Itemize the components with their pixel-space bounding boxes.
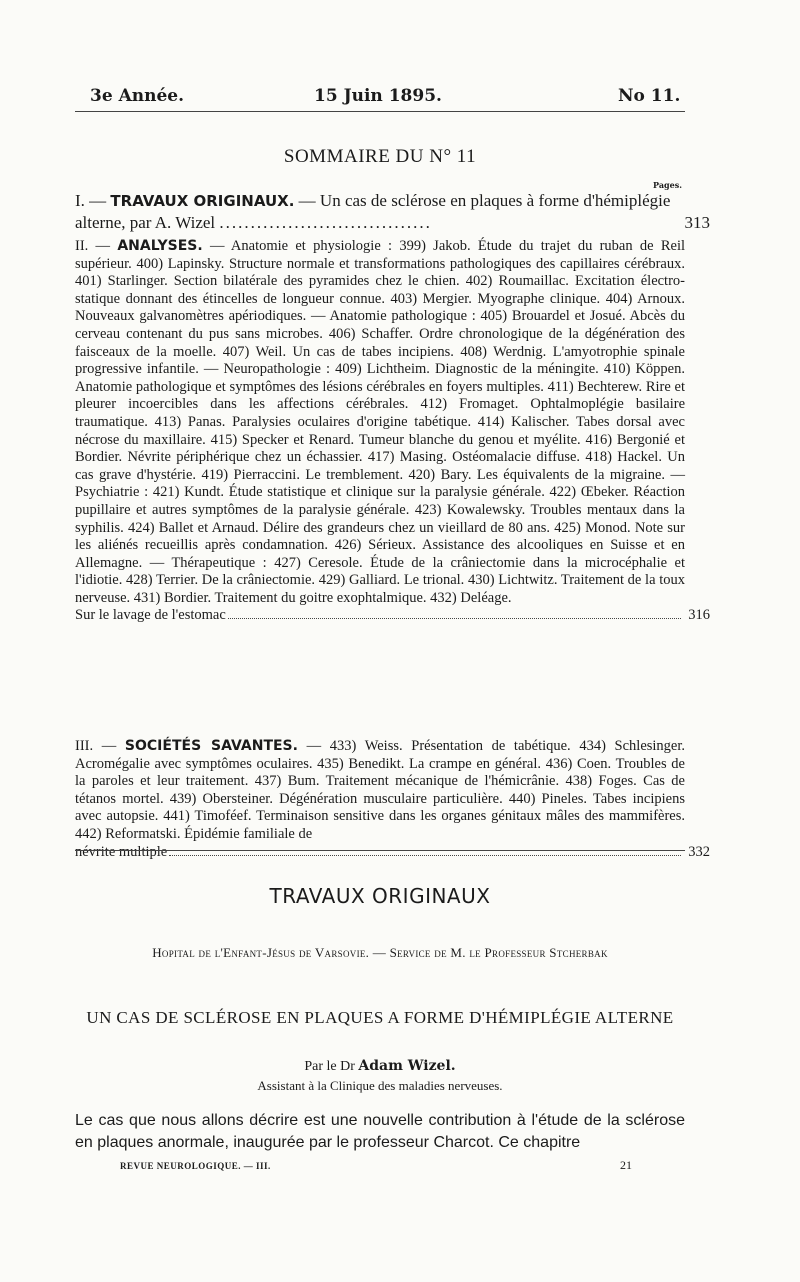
dot-leader (228, 618, 681, 619)
header-year: 3e Année. (90, 86, 185, 106)
toc-item-1-numeral: I. — (75, 191, 107, 210)
toc-item-2-last-line: Sur le lavage de l'estomac 316 (75, 607, 710, 624)
toc-item-3 (75, 738, 710, 861)
toc-item-3-text: — 433) Weiss. Présentation de tabétique. 434) Schlesinger. Acromégalie avec symptômes oculaires. 435) Benedikt. La crampe en général. 436) Coen. Troubles de la paroles et leur traitement. 437) Bum. Traitement mécanique de l'hémicrânie. 438) Foges. Cas de tétanos mortel. 439) Obersteiner. Dégénération musculaire particulière. 440) Pineles. Tabes incipiens avec autopsie. 441) Timoféef. Terminaison sensitive dans les organes génitaux mâles des mammifères. 442) Reformatski. Épidémie familiale de (75, 738, 686, 842)
header-date: 15 Juin 1895. (314, 86, 442, 106)
article-title: UN CAS DE SCLÉROSE EN PLAQUES A FORME D'HÉMIPLÉGIE ALTERNE (86, 1008, 674, 1027)
toc-item-1-text: — Un cas de sclérose en plaques à forme d'hémiplégie alterne, par A. Wizel (75, 191, 671, 232)
section-title: TRAVAUX ORIGINAUX (269, 884, 491, 908)
toc-item-3-last-line: névrite multiple 332 (75, 843, 710, 860)
toc-item-3-page: 332 (688, 843, 710, 860)
toc-item-2-heading: ANALYSES. (117, 238, 203, 254)
toc-item-1: I. — TRAVAUX ORIGINAUX. — Un cas de sclérose en plaques à forme d'hémiplégie alterne, par A. Wizel .................................. 313 (75, 191, 710, 232)
footer-page-number: 21 (620, 1158, 632, 1172)
author-role: Assistant à la Clinique des maladies nerveuses. (257, 1078, 503, 1093)
header-issue-number: No 11. (618, 86, 681, 106)
section-rule (75, 850, 685, 851)
footer-journal: REVUE NEUROLOGIQUE. — III. (120, 1161, 271, 1171)
header-rule (75, 111, 685, 112)
toc-item-1-page: 313 (684, 213, 710, 232)
author-name: Adam Wizel. (358, 1058, 456, 1074)
toc-item-2-page: 316 (688, 607, 710, 624)
toc-item-3-heading: SOCIÉTÉS SAVANTES. (124, 738, 298, 754)
author-prefix: Par le Dr (304, 1059, 355, 1074)
toc-item-2 (75, 238, 710, 625)
sommaire-title: SOMMAIRE DU N° 11 (283, 146, 477, 167)
pages-column-label: Pages. (653, 180, 682, 190)
toc-item-2-numeral: II. — (75, 238, 111, 254)
dot-leader (169, 855, 681, 856)
toc-item-1-heading: TRAVAUX ORIGINAUX. (110, 192, 295, 210)
article-body: Le cas que nous allons décrire est une nouvelle contribution à l'étude de la sclérose en plaques anormale, inaugurée par le professeur Charcot. Ce chapitre (75, 1112, 685, 1151)
institution-line: Hopital de l'Enfant-Jésus de Varsovie. — Service de M. le Professeur Stcherbak (152, 945, 608, 960)
toc-item-2-text: — Anatomie et physiologie : 399) Jakob. Étude du trajet du ruban de Reil supérieur. 400) Lapinsky. Structure normale et transformations pathologiques des capillaires cérébraux. 401) Starlinger. Section bilatérale des pyramides chez le chien. 402) Roumaillac. Excitation électro-statique donnant des étincelles de longueur connue. 403) Mergier. Myographe clinique. 404) Arnoux. Nouveaux galvanomètres apériodiques. — Anatomie pathologique : 405) Brouardel et Josué. Abcès du cerveau contenant du pus sans microbes. 406) Schaffer. Ordre chronologique de la dégénération des faisceaux de la moelle. 407) Weil. Un cas de tabes incipiens. 408) Werdnig. L'amyotrophie spinale progressive infantile. — Neuropathologie : 409) Lichtheim. Diagnostic de la méningite. 410) Köppen. Anatomie pathologique et symptômes des lésions cérébrales en foyers multiples. 411) Bechterew. Rire et pleurer incoercibles dans les affections cérébrales. 412) Fromaget. Ophtalmoplégie basilaire traumatique. 413) Panas. Paralysies oculaires d'origine tabétique. 414) Kalischer. Tabes dorsal avec nécrose du maxillaire. 415) Specker et Renard. Tumeur blanche du genou et myélite. 416) Bergonié et Bordier. Névrite périphérique chez un échassier. 417) Masing. Ostéomalacie diffuse. 418) Hackel. Un cas grave d'hystérie. 419) Pierraccini. Le tremblement. 420) Bary. Les équivalents de la migraine. — Psychiatrie : 421) Kundt. Étude statistique et clinique sur la paralysie générale. 422) Œbeker. Réaction pupillaire et autres symptômes de la paralysie générale. 423) Kowalewsky. Troubles mentaux dans la syphilis. 424) Ballet et Arnaud. Délire des grandeurs chez un vieillard de 80 ans. 425) Monod. Note sur les aliénés recueillis après condamnation. 426) Sérieux. Assistance des alcooliques en Suisse et en Allemagne. — Thérapeutique : 427) Ceresole. Étude de la crâniectomie dans la microcéphalie et l'idiotie. 428) Terrier. De la crâniectomie. 429) Galliard. Le trional. 430) Lichtwitz. Traitement de la toux nerveuse. 431) Bordier. Traitement du goitre exophtalmique. 432) Deléage. (75, 238, 686, 606)
toc-item-3-numeral: III. — (75, 738, 117, 754)
author-line (75, 1058, 685, 1075)
